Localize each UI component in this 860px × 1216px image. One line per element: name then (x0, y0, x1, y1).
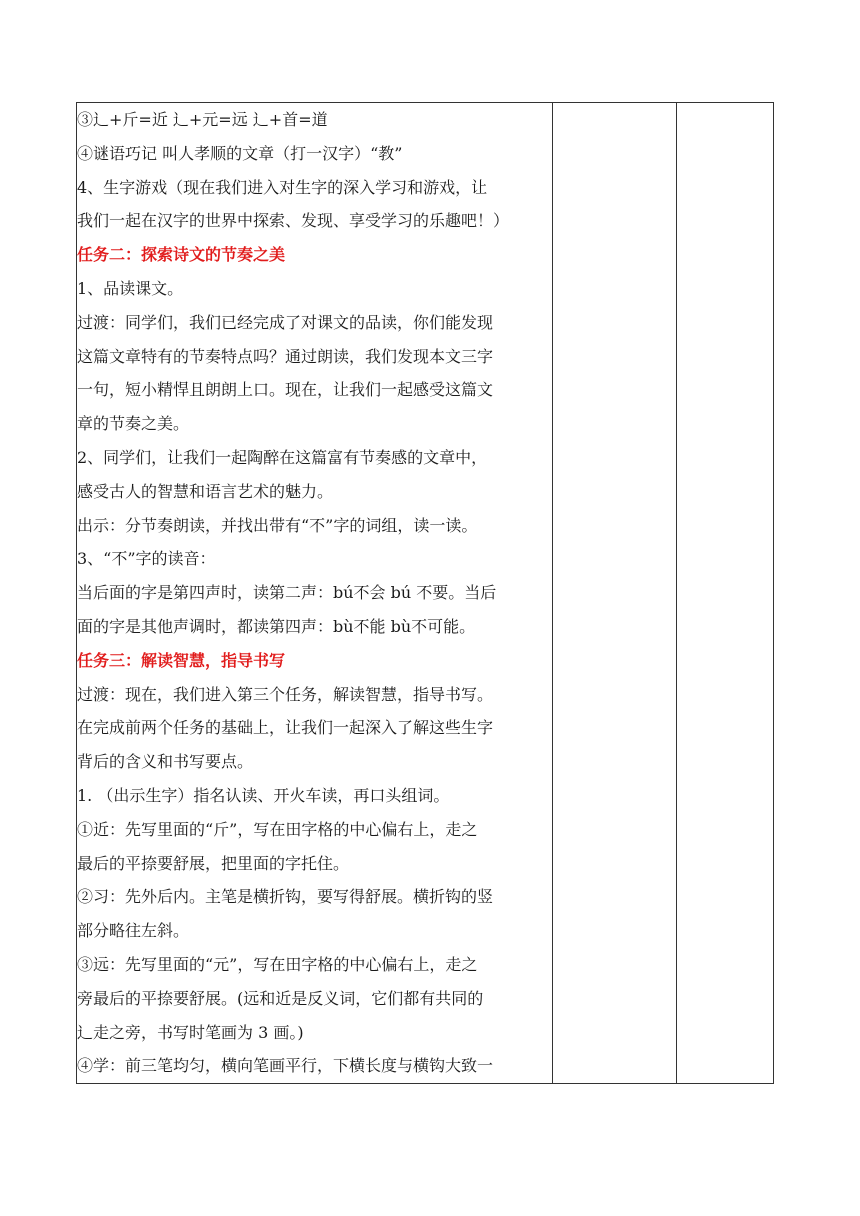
text-line: ③远：先写里面的“元”，写在田字格的中心偏右上，走之 (77, 954, 478, 974)
text-line: 1、品读课文。 (77, 278, 184, 298)
text-line: ①近：先写里面的“斤”，写在田字格的中心偏右上，走之 (77, 819, 478, 839)
text-line: ④谜语巧记 叫人孝顺的文章（打一汉字）“教” (77, 143, 403, 163)
text-lines (77, 103, 552, 1083)
task-heading: 任务三：解读智慧，指导书写 (77, 650, 286, 670)
text-line: 4、生字游戏（现在我们进入对生字的深入学习和游戏，让 (77, 177, 488, 197)
text-line: 3、“不”字的读音： (77, 549, 216, 569)
text-line: 旁最后的平捺要舒展。(远和近是反义词，它们都有共同的 (77, 988, 484, 1008)
text-line: 面的字是其他声调时，都读第四声：bù不能 bù不可能。 (77, 616, 476, 636)
text-line: 感受古人的智慧和语言艺术的魅力。 (77, 481, 334, 501)
lesson-plan-table (76, 102, 774, 1084)
text-line: ③辶+斤=近 辶+元=远 辶+首=道 (77, 110, 328, 129)
text-line: 在完成前两个任务的基础上，让我们一起深入了解这些生字 (77, 718, 494, 738)
text-line: 我们一起在汉字的世界中探索、发现、享受学习的乐趣吧！） (77, 211, 510, 231)
text-line: 过渡：同学们，我们已经完成了对课文的品读，你们能发现 (77, 312, 494, 332)
text-line: 1. （出示生字）指名认读、开火车读，再口头组词。 (77, 785, 450, 805)
text-line: ②习：先外后内。主笔是横折钩，要写得舒展。横折钩的竖 (77, 887, 494, 907)
text-line: 2、同学们，让我们一起陶醉在这篇富有节奏感的文章中， (77, 447, 488, 467)
text-line: 当后面的字是第四声时，读第二声：bú不会 bú 不要。当后 (77, 583, 497, 603)
task-heading: 任务二：探索诗文的节奏之美 (77, 245, 286, 265)
table-row (77, 103, 774, 1084)
text-line: 过渡：现在，我们进入第三个任务，解读智慧，指导书写。 (77, 684, 494, 704)
text-line: 辶走之旁，书写时笔画为 3 画。) (77, 1022, 304, 1042)
text-line: 出示：分节奏朗读，并找出带有“不”字的词组，读一读。 (77, 515, 478, 535)
text-line: ④学：前三笔均匀，横向笔画平行，下横长度与横钩大致一 (77, 1056, 494, 1076)
text-line: 背后的含义和书写要点。 (77, 752, 254, 772)
text-line: 最后的平捺要舒展，把里面的字托住。 (77, 853, 350, 873)
empty-cell-middle (553, 103, 677, 1084)
teaching-process-cell (77, 103, 553, 1084)
empty-cell-right (677, 103, 774, 1084)
text-line: 一句，短小精悍且朗朗上口。现在，让我们一起感受这篇文 (77, 380, 494, 400)
text-line: 章的节奏之美。 (77, 414, 190, 434)
text-line: 这篇文章特有的节奏特点吗？通过朗读，我们发现本文三字 (77, 346, 494, 366)
text-line: 部分略往左斜。 (77, 921, 190, 941)
